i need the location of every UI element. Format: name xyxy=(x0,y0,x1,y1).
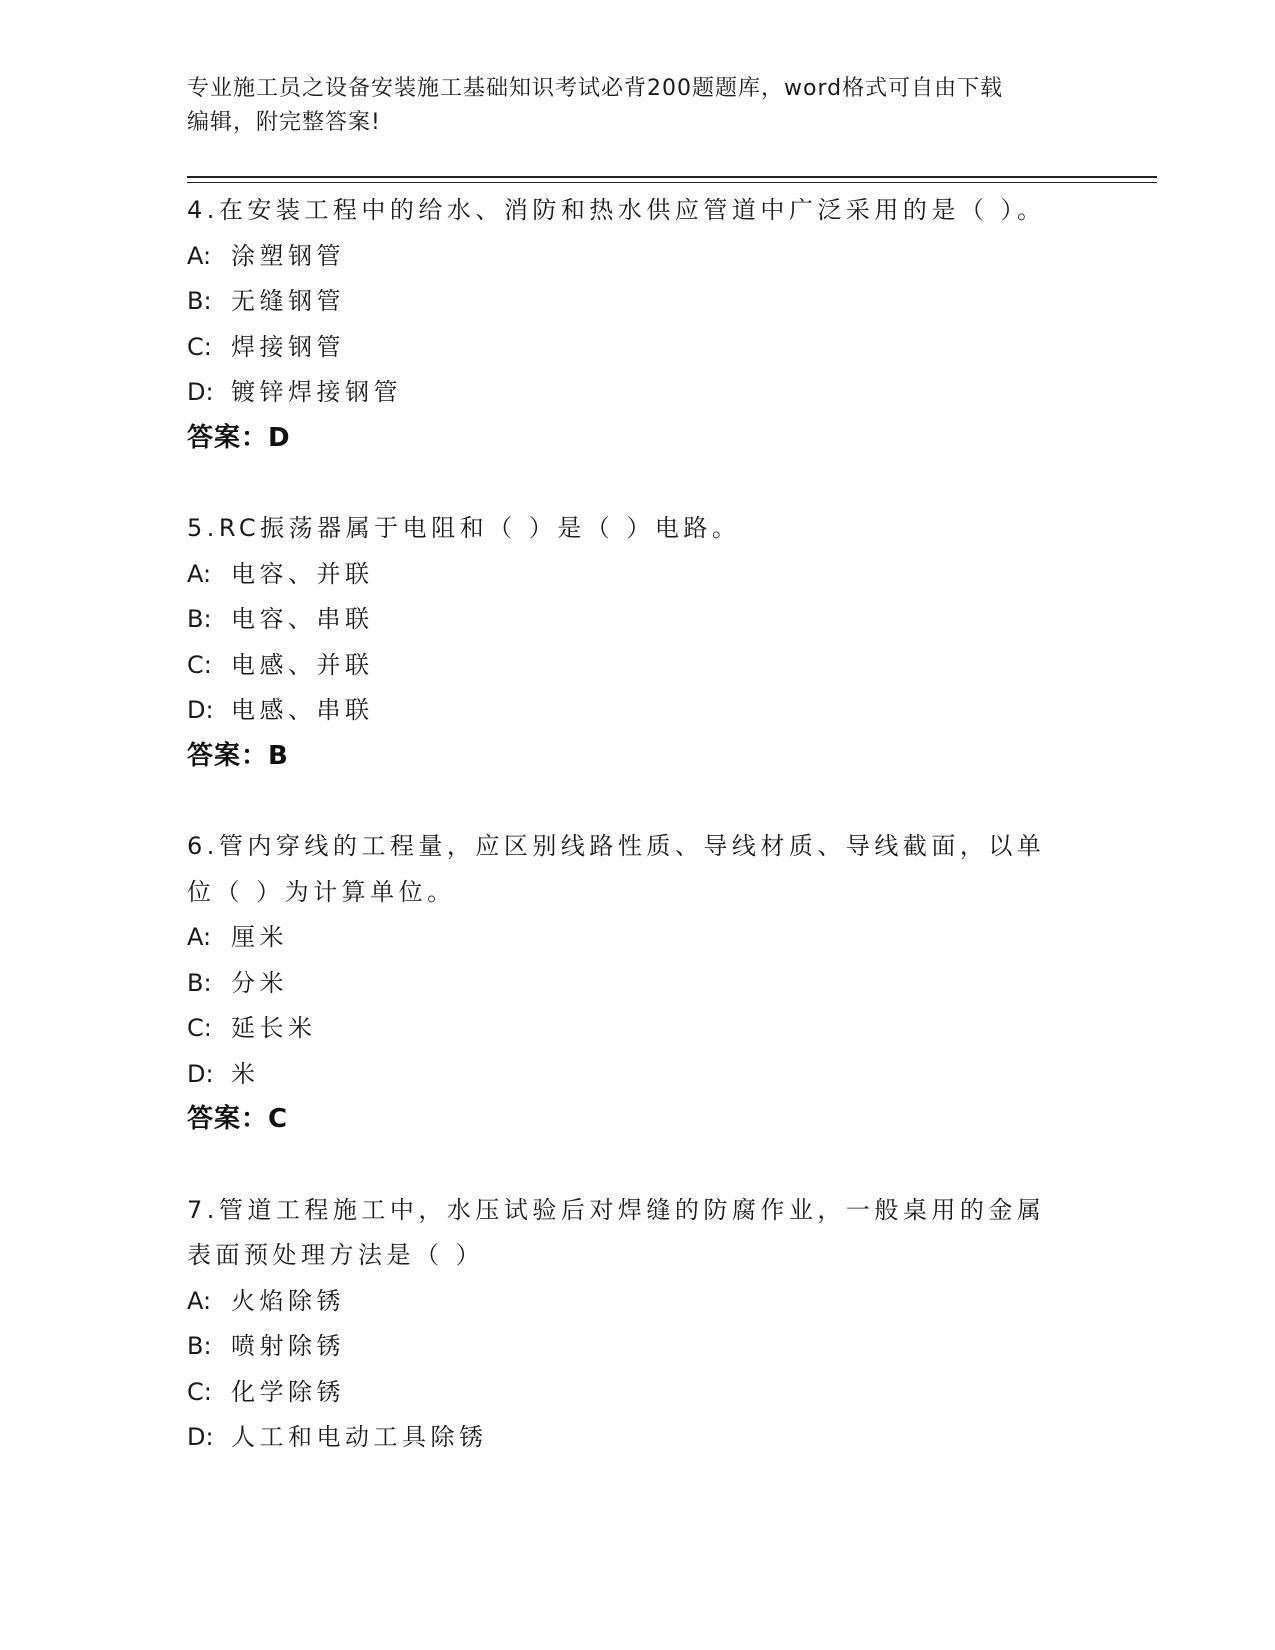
option-letter: C: xyxy=(187,1377,212,1406)
option-letter: B: xyxy=(187,287,212,315)
header-title-line-1: 专业施工员之设备安装施工基础知识考试必背200题题库，word格式可自由下载 xyxy=(187,76,1004,101)
option-text: 分米 xyxy=(231,968,288,997)
question-6 xyxy=(187,824,1067,1143)
option-text: 焊接钢管 xyxy=(231,332,345,361)
option-c xyxy=(187,325,1067,371)
option-d xyxy=(187,1415,1067,1461)
document-header xyxy=(187,72,1067,140)
option-text: 电感、并联 xyxy=(231,650,374,679)
option-b xyxy=(187,279,1067,325)
question-spacer xyxy=(187,1143,1067,1188)
question-text: 4.在安装工程中的给水、消防和热水供应管道中广泛采用的是（ ）。 xyxy=(187,196,1046,224)
option-b xyxy=(187,1324,1067,1370)
question-text-line-2: 表面预处理方法是（ ） xyxy=(187,1241,485,1269)
option-text: 火焰除锈 xyxy=(231,1286,345,1315)
option-text: 厘米 xyxy=(231,923,288,951)
option-letter: A: xyxy=(187,923,212,951)
option-c xyxy=(187,1370,1067,1416)
answer-label: 答案：C xyxy=(187,1104,289,1134)
option-text: 电容、串联 xyxy=(231,605,374,633)
question-5 xyxy=(187,506,1067,779)
question-text: 5.RC振荡器属于电阻和（ ）是（ ）电路。 xyxy=(187,514,741,542)
option-letter: B: xyxy=(187,1332,212,1360)
question-spacer xyxy=(187,461,1067,506)
question-spacer xyxy=(187,779,1067,824)
option-a xyxy=(187,915,1067,961)
option-a xyxy=(187,234,1067,280)
answer-label: 答案：D xyxy=(187,422,291,453)
question-text-line-2: 位（ ）为计算单位。 xyxy=(187,877,456,906)
option-letter: D: xyxy=(187,1423,214,1451)
question-7 xyxy=(187,1188,1067,1461)
option-text: 涂塑钢管 xyxy=(231,241,345,270)
option-b xyxy=(187,961,1067,1007)
option-text: 化学除锈 xyxy=(231,1377,345,1406)
question-text-line-1: 7.管道工程施工中，水压试验后对焊缝的防腐作业，一般桌用的金属 xyxy=(187,1195,1046,1224)
option-a xyxy=(187,552,1067,598)
question-text-line-1: 6.管内穿线的工程量，应区别线路性质、导线材质、导线截面，以单 xyxy=(187,832,1046,860)
option-text: 喷射除锈 xyxy=(231,1332,345,1360)
question-list xyxy=(187,188,1067,1461)
option-letter: A: xyxy=(187,241,212,270)
option-letter: A: xyxy=(187,1286,212,1315)
option-text: 米 xyxy=(231,1059,260,1088)
option-d xyxy=(187,688,1067,734)
option-text: 电容、并联 xyxy=(231,559,374,588)
option-a xyxy=(187,1279,1067,1325)
answer-label: 答案：B xyxy=(187,740,289,771)
option-letter: D: xyxy=(187,378,214,406)
option-text: 人工和电动工具除锈 xyxy=(231,1423,488,1451)
option-text: 镀锌焊接钢管 xyxy=(231,378,402,406)
option-text: 电感、串联 xyxy=(231,696,374,724)
option-c xyxy=(187,1006,1067,1052)
option-c xyxy=(187,643,1067,689)
option-text: 无缝钢管 xyxy=(231,287,345,315)
option-letter: C: xyxy=(187,332,212,361)
option-letter: B: xyxy=(187,605,212,633)
option-letter: A: xyxy=(187,559,212,588)
header-divider-thick xyxy=(187,176,1157,178)
header-title-line-2: 编辑，附完整答案! xyxy=(187,110,381,135)
option-text: 延长米 xyxy=(231,1014,317,1042)
option-d xyxy=(187,370,1067,416)
option-letter: D: xyxy=(187,1059,214,1088)
option-letter: C: xyxy=(187,1014,212,1042)
option-letter: C: xyxy=(187,650,212,679)
question-4 xyxy=(187,188,1067,461)
header-divider-thin xyxy=(187,182,1157,183)
option-b xyxy=(187,597,1067,643)
option-letter: B: xyxy=(187,968,212,997)
option-letter: D: xyxy=(187,696,214,724)
option-d xyxy=(187,1052,1067,1098)
